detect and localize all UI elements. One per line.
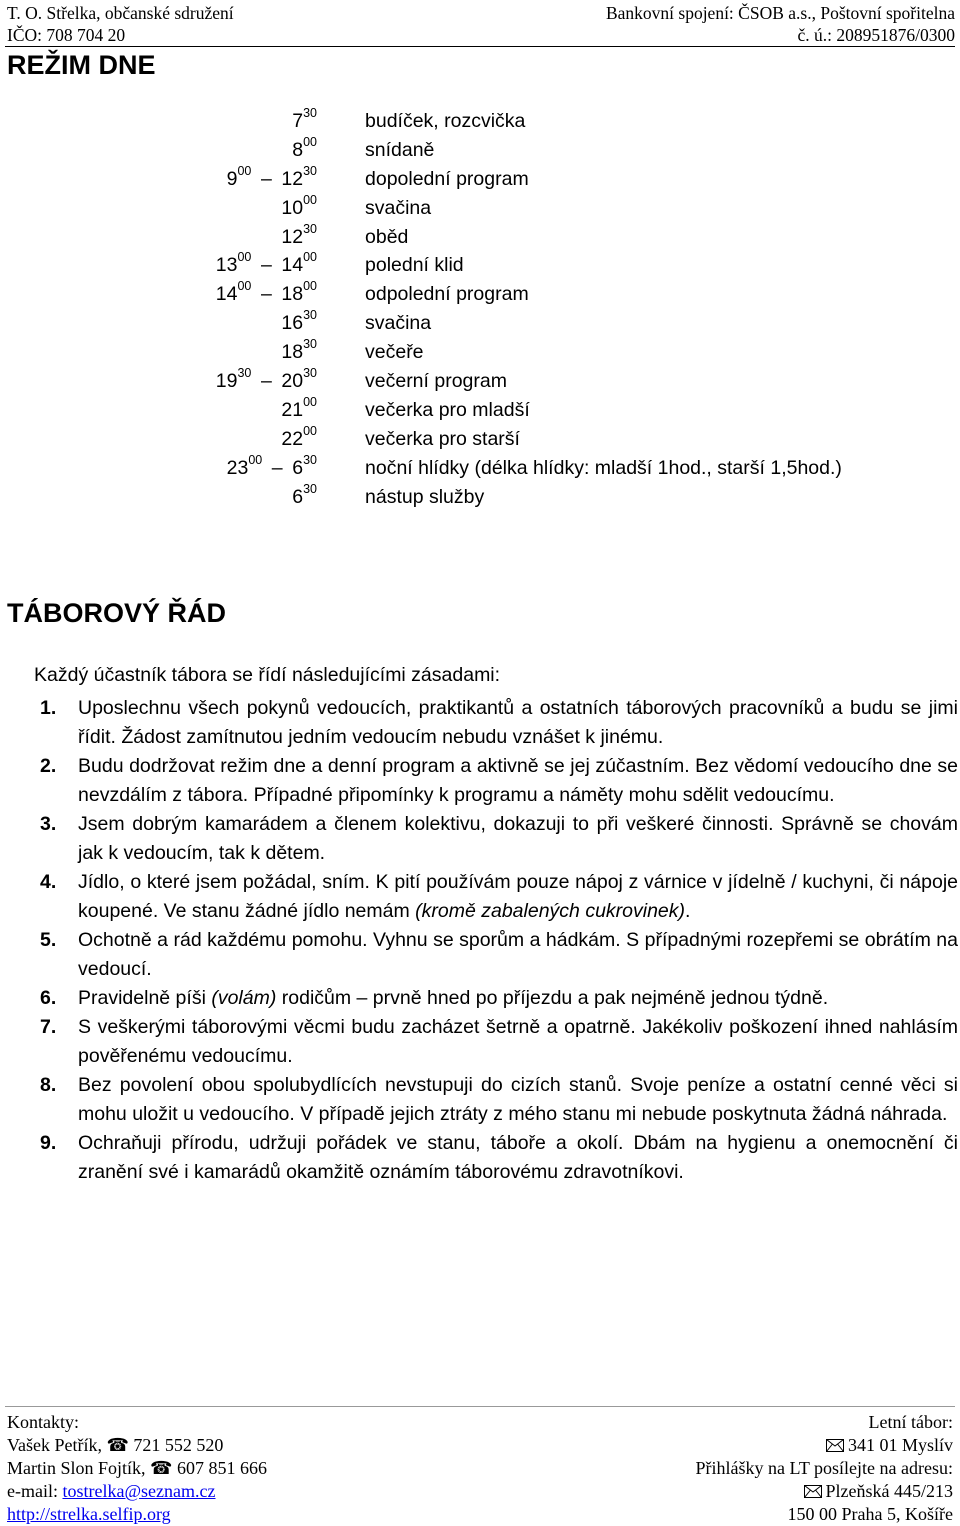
website-link[interactable]: http://strelka.selfip.org [7, 1504, 171, 1524]
time-minute: 30 [237, 366, 252, 381]
time-hour-end: 12 [281, 167, 304, 190]
time-hour: 6 [292, 485, 304, 508]
time-hour: 18 [281, 341, 304, 364]
rule-number: 1. [40, 697, 57, 719]
schedule-row [0, 163, 960, 197]
page-footer [7, 1411, 953, 1526]
rule-text: Pravidelně píši [78, 987, 212, 1009]
time-hour: 14 [215, 283, 238, 306]
time-minute: 00 [303, 423, 317, 438]
rule-item [40, 1071, 958, 1129]
schedule-row [0, 366, 960, 399]
time-minute-end: 30 [303, 452, 317, 467]
schedule-activity: snídaně [365, 138, 435, 161]
contact-1-phone: 721 552 520 [133, 1435, 224, 1455]
schedule-row [0, 481, 960, 515]
email-link[interactable]: tostrelka@seznam.cz [62, 1481, 216, 1501]
time-dash: – [260, 283, 272, 306]
rule-text: Budu dodržovat režim dne a denní program a aktivně se jej zúčastním. Bez vědomí vedoucího dne se nevzdálím z tábora. Případné připomínky k programu a náměty mohu sdělit vedoucímu. [78, 755, 958, 806]
schedule-time [292, 481, 317, 509]
rule-item [40, 1013, 958, 1071]
schedule-activity: noční hlídky (délka hlídky: mladší 1hod., starší 1,5hod.) [365, 456, 842, 479]
rule-text: Jídlo, o které jsem požádal, sním. K pití používám pouze nápoj z várnice v jídelně / kuchyni, či nápoje koupené. Ve stanu žádné jídlo nemám [78, 871, 958, 922]
time-hour: 12 [281, 225, 304, 248]
rule-text: rodičům – prvně hned po příjezdu a pak nejméně jednou týdně. [276, 987, 829, 1009]
time-dash: – [260, 254, 272, 277]
time-hour: 9 [226, 167, 238, 190]
schedule-time [281, 337, 317, 364]
street-address [804, 1480, 954, 1503]
rule-item [40, 810, 958, 868]
rules-list [40, 694, 958, 1187]
email-label: e-mail: [7, 1481, 58, 1501]
footer-divider [5, 1406, 955, 1407]
rule-item [40, 1129, 958, 1187]
org-name: T. O. Střelka, občanské sdružení [7, 3, 234, 23]
schedule-row [0, 279, 960, 312]
rule-text: . [685, 900, 691, 922]
schedule-activity: dopolední program [365, 167, 529, 190]
contact-2 [7, 1457, 267, 1480]
schedule-activity: nástup služby [365, 485, 485, 508]
time-minute: 30 [303, 106, 317, 120]
time-minute: 00 [237, 250, 252, 265]
header-divider [5, 46, 955, 47]
phone-icon: ☎ [150, 1458, 173, 1478]
time-hour: 8 [292, 138, 304, 161]
time-minute: 00 [303, 394, 317, 409]
time-minute: 00 [237, 279, 252, 294]
time-hour: 7 [292, 110, 304, 132]
time-dash: – [271, 456, 283, 479]
time-hour: 10 [281, 196, 304, 219]
time-minute: 30 [303, 221, 317, 236]
phone-icon: ☎ [106, 1435, 129, 1455]
camp-address-text: 341 01 Myslív [847, 1435, 953, 1455]
account-number: č. ú.: 208951876/0300 [797, 25, 955, 45]
rule-text: Ochotně a rád každému pomohu. Vyhnu se sporům a hádkám. S případnými rozepřemi se obrátím na vedoucí. [78, 929, 958, 980]
time-hour: 23 [226, 456, 249, 479]
schedule-activity: oběd [365, 225, 409, 248]
email-line [7, 1480, 216, 1503]
rule-text: Uposlechnu všech pokynů vedoucích, praktikantů a ostatních táborových pracovníků a budu se jimi řídit. Žádost zamítnutou jedním vedoucím nebudu vznášet k jinému. [78, 697, 958, 748]
camp-label: Letní tábor: [868, 1412, 953, 1432]
time-minute: 00 [237, 163, 252, 178]
envelope-icon [826, 1439, 844, 1452]
time-hour: 13 [215, 254, 238, 277]
schedule-row [0, 250, 960, 283]
schedule-row [0, 106, 960, 139]
rule-number: 9. [40, 1132, 57, 1154]
schedule-time [281, 221, 317, 249]
time-hour: 21 [281, 398, 304, 421]
schedule-row [0, 308, 960, 341]
rule-text: S veškerými táborovými věcmi budu zacházet šetrně a opatrně. Jakékoliv poškození ihned nahlásím pověřenému vedoucímu. [78, 1016, 958, 1067]
rule-text: (kromě zabalených cukrovinek) [415, 900, 686, 922]
time-minute: 00 [303, 134, 317, 149]
ico-number: IČO: 708 704 20 [7, 25, 126, 45]
rule-item [40, 752, 958, 810]
time-hour: 22 [281, 427, 304, 450]
time-hour: 16 [281, 312, 304, 335]
schedule-row [0, 423, 960, 457]
rule-item [40, 984, 958, 1013]
rule-number: 2. [40, 755, 57, 777]
time-minute: 00 [248, 452, 263, 467]
schedule-time [281, 192, 317, 220]
bank-info: Bankovní spojení: ČSOB a.s., Poštovní spořitelna [605, 3, 955, 23]
page-header [7, 2, 955, 46]
rule-text: Ochraňuji přírodu, udržuji pořádek ve stanu, táboře a okolí. Dbám na hygienu a onemocnění či zranění své i kamarádů okamžitě oznámím táborovému zdravotníkovi. [78, 1132, 958, 1183]
schedule-time [281, 394, 317, 422]
rule-item [40, 926, 958, 984]
time-hour-end: 18 [281, 283, 304, 306]
schedule-time [226, 452, 317, 480]
envelope-icon [804, 1485, 822, 1498]
schedule-row [0, 394, 960, 428]
time-minute-end: 30 [303, 163, 317, 178]
time-minute: 30 [303, 308, 317, 323]
city-address: 150 00 Praha 5, Košíře [787, 1504, 953, 1524]
rule-text: (volám) [211, 987, 277, 1009]
schedule-activity: odpolední program [365, 283, 529, 306]
schedule-row [0, 192, 960, 226]
street-address-text: Plzeňská 445/213 [825, 1481, 953, 1501]
schedule-time [215, 250, 317, 277]
schedule-row [0, 337, 960, 370]
time-dash: – [260, 370, 272, 393]
time-hour: 19 [215, 370, 238, 393]
schedule-activity: večerka pro mladší [365, 398, 530, 421]
schedule-activity: svačina [365, 312, 432, 335]
schedule-time [281, 423, 317, 451]
rule-item [40, 868, 958, 926]
rule-number: 7. [40, 1016, 57, 1038]
rule-number: 5. [40, 929, 57, 951]
time-minute-end: 30 [303, 366, 317, 381]
rules-title: TÁBOROVÝ ŘÁD [7, 598, 227, 628]
rule-text: Jsem dobrým kamarádem a členem kolektivu, dokazuji to při veškeré činnosti. Správně se chovám jak k vedoucím, tak k dětem. [78, 813, 958, 864]
time-hour-end: 20 [281, 370, 304, 393]
schedule-time [292, 106, 317, 133]
daily-schedule [0, 106, 960, 514]
schedule-time [215, 279, 317, 306]
time-dash: – [260, 167, 272, 190]
time-minute-end: 00 [303, 279, 317, 294]
camp-address [826, 1434, 953, 1457]
rule-number: 8. [40, 1074, 57, 1096]
schedule-activity: svačina [365, 196, 432, 219]
schedule-activity: večeře [365, 341, 424, 364]
schedule-activity: večerka pro starší [365, 427, 520, 450]
contact-2-name: Martin Slon Fojtík, [7, 1458, 146, 1478]
schedule-row [0, 134, 960, 168]
schedule-time [292, 134, 317, 162]
schedule-activity: budíček, rozcvička [365, 110, 526, 132]
schedule-time [215, 366, 317, 393]
applications-note: Přihlášky na LT posílejte na adresu: [695, 1458, 953, 1478]
time-minute-end: 00 [303, 250, 317, 265]
schedule-time [226, 163, 317, 191]
time-minute: 30 [303, 337, 317, 352]
rule-number: 6. [40, 987, 57, 1009]
schedule-activity: večerní program [365, 370, 507, 393]
time-minute: 00 [303, 192, 317, 207]
rule-item [40, 694, 958, 752]
schedule-row [0, 452, 960, 486]
contact-1-name: Vašek Petřík, [7, 1435, 102, 1455]
time-hour-end: 6 [292, 456, 304, 479]
time-hour-end: 14 [281, 254, 304, 277]
rule-number: 4. [40, 871, 57, 893]
rules-intro: Každý účastník tábora se řídí následujícími zásadami: [34, 664, 501, 686]
schedule-row [0, 221, 960, 255]
contact-1 [7, 1434, 223, 1457]
schedule-title: REŽIM DNE [7, 50, 156, 80]
schedule-activity: polední klid [365, 254, 464, 277]
contact-2-phone: 607 851 666 [176, 1458, 267, 1478]
time-minute: 30 [303, 481, 317, 496]
schedule-time [281, 308, 317, 335]
contacts-label: Kontakty: [7, 1412, 79, 1432]
rule-number: 3. [40, 813, 57, 835]
rule-text: Bez povolení obou spolubydlících nevstupuji do cizích stanů. Svoje peníze a ostatní cenné věci si mohu uložit u vedoucího. V případě jejich ztráty z mého stanu mi nebude poskytnuta žádná náhrada. [78, 1074, 958, 1125]
